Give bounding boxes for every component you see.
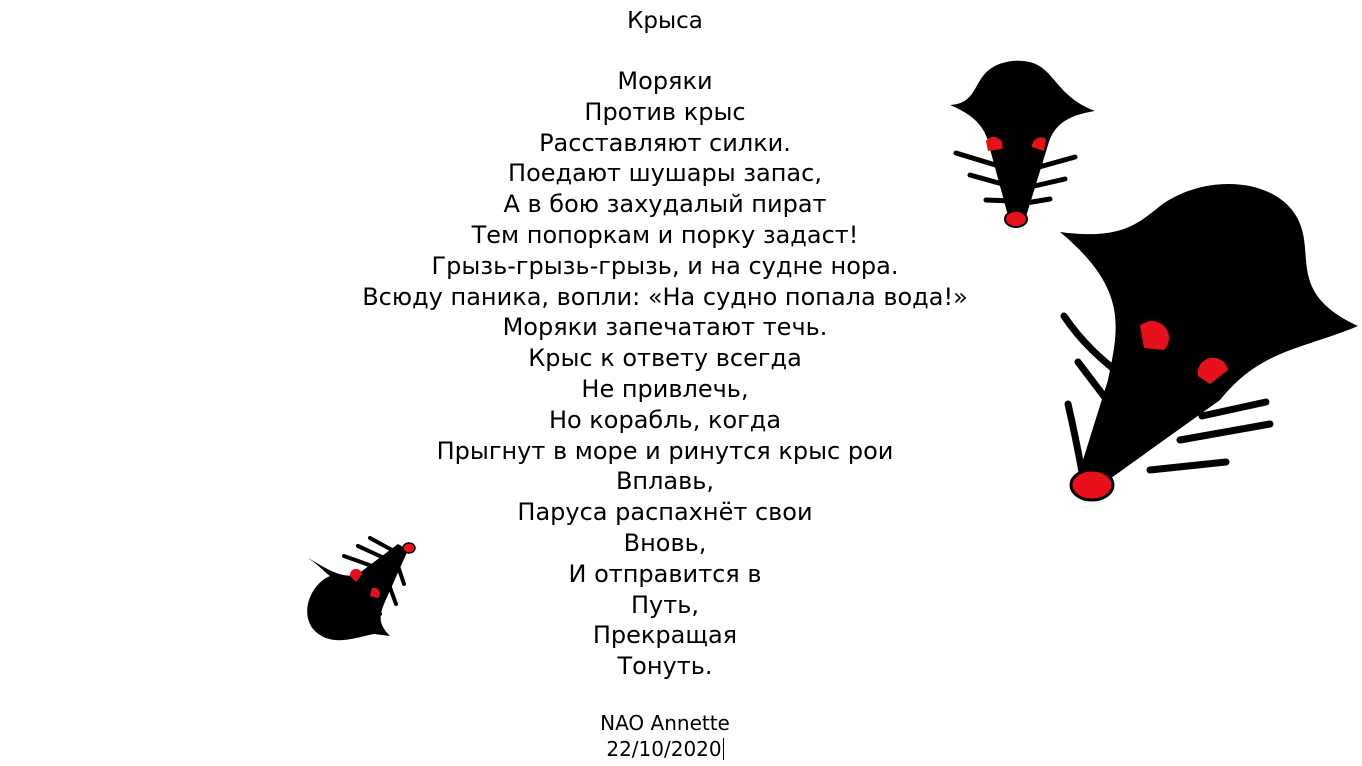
poem-line: Против крыс bbox=[584, 97, 746, 126]
rat-silhouette-icon bbox=[300, 536, 420, 642]
poem-line: Паруса распахнёт свои bbox=[517, 498, 813, 527]
poem-line: Тонуть. bbox=[617, 652, 713, 681]
signature-block bbox=[0, 710, 1330, 762]
poem-line: А в бою захудалый пират bbox=[503, 190, 827, 219]
poem-line: Моряки bbox=[617, 67, 713, 95]
signature-date: 22/10/2020 bbox=[606, 737, 722, 761]
signature-date-line[interactable] bbox=[0, 736, 1330, 762]
author-name: NAO Annette bbox=[600, 711, 730, 735]
poem-line: Крыс к ответу всегда bbox=[528, 344, 802, 373]
poem-line: Прыгнут в море и ринутся крыс рои bbox=[436, 436, 894, 465]
poem-title: Крыса bbox=[627, 8, 703, 34]
poem-line: Моряки запечатают течь. bbox=[502, 313, 828, 342]
text-cursor bbox=[723, 738, 724, 760]
poem-line: Но корабль, когда bbox=[548, 405, 782, 434]
poem-line: Всюду паника, вопли: «На судно попала вода!» bbox=[362, 282, 968, 311]
rat-silhouette-icon bbox=[1060, 180, 1360, 510]
poem-line: Тем попоркам и порку задаст! bbox=[471, 220, 859, 249]
poem-line: Расставляют силки. bbox=[539, 128, 791, 157]
poem-line: Грызь-грызь-грызь, и на судне нора. bbox=[431, 251, 899, 280]
poem-line: Вплавь, bbox=[615, 467, 715, 496]
poem-line: И отправится в bbox=[568, 559, 762, 588]
poem-line: Не привлечь, bbox=[581, 374, 749, 403]
poem-line: Прекращая bbox=[592, 621, 738, 650]
poem-line: Поедают шушары запас, bbox=[508, 159, 822, 188]
poem-line: Вновь, bbox=[623, 528, 707, 557]
poem-line: Путь, bbox=[630, 590, 699, 619]
